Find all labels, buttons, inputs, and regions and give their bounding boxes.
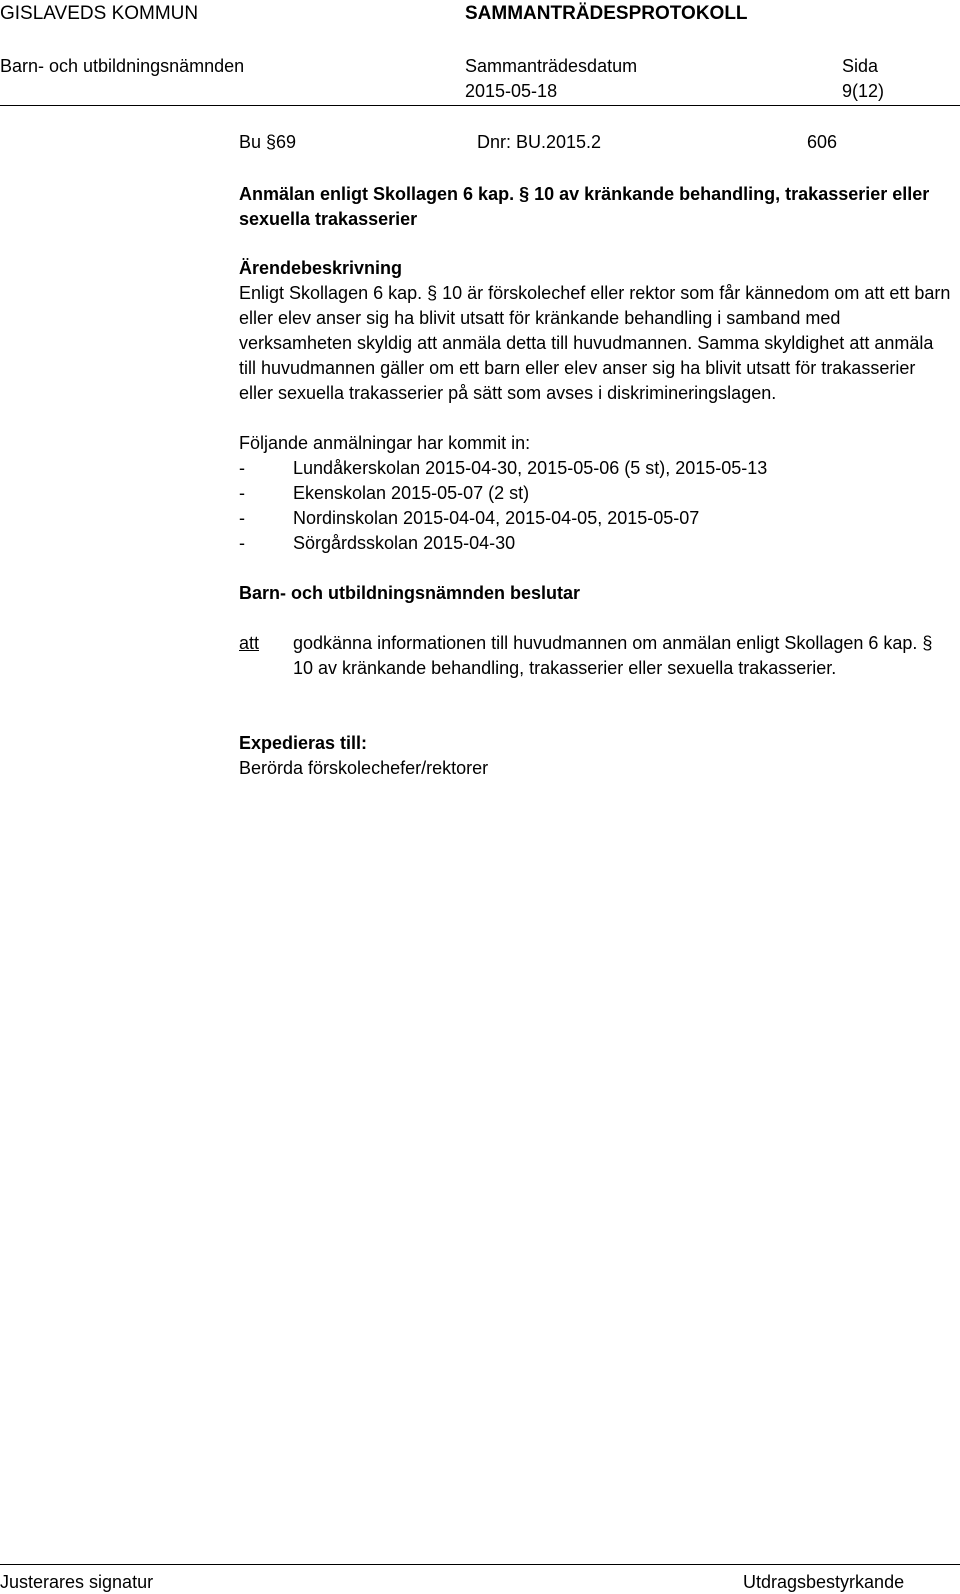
case-reference-row — [239, 130, 951, 158]
list-item: - Ekenskolan 2015-05-07 (2 st) — [239, 483, 530, 503]
adjuster-signature-label: Justerares signatur — [0, 1572, 154, 1592]
reports-intro: Följande anmälningar har kommit in: — [239, 433, 531, 453]
extract-certification-label: Utdragsbestyrkande — [743, 1572, 905, 1592]
page-label: Sida — [842, 56, 879, 76]
decision-heading: Barn- och utbildningsnämnden beslutar — [239, 583, 581, 603]
meeting-date-label: Sammanträdesdatum — [465, 56, 638, 76]
paragraph-number: Bu §69 — [239, 132, 297, 152]
committee-name: Barn- och utbildningsnämnden — [0, 56, 245, 76]
decision-body: godkänna informationen till huvudmannen om anmälan enligt Skollagen 6 kap. § 10 av kränkande behandling, trakasserier eller sexuella trakasserier. — [293, 633, 933, 678]
reports-list — [239, 456, 951, 556]
registration-number: Dnr: BU.2015.2 — [477, 132, 602, 152]
meeting-date-value: 2015-05-18 — [465, 81, 558, 101]
page-number: 9(12) — [842, 81, 885, 101]
footer-divider — [0, 1564, 960, 1565]
header-divider — [0, 105, 960, 106]
classification-code: 606 — [807, 132, 838, 152]
distribution-heading: Expedieras till: — [239, 733, 368, 753]
municipality-name: GISLAVEDS KOMMUN — [0, 3, 199, 24]
list-item: - Sörgårdsskolan 2015-04-30 — [239, 533, 516, 553]
description-paragraph: Enligt Skollagen 6 kap. § 10 är förskolechef eller rektor som får kännedom om att ett barn eller elev anser sig ha blivit utsatt för kränkande behandling i samband med verksamheten skyldig att anmäla detta till huvudmannen. Samma skyldighet att anmäla till huvudmannen gäller om ett barn eller elev anser sig ha blivit utsatt för trakasserier eller sexuella trakasserier på sätt som avses i diskrimineringslagen. — [239, 283, 951, 403]
decision-att: att — [239, 633, 260, 653]
protocol-body — [239, 130, 951, 781]
distribution-recipients: Berörda förskolechefer/rektorer — [239, 758, 489, 778]
decision-text — [239, 631, 951, 681]
description-heading: Ärendebeskrivning — [239, 258, 403, 278]
list-item: - Nordinskolan 2015-04-04, 2015-04-05, 2015-05-07 — [239, 508, 700, 528]
list-item: - Lundåkerskolan 2015-04-30, 2015-05-06 (5 st), 2015-05-13 — [239, 458, 768, 478]
case-title: Anmälan enligt Skollagen 6 kap. § 10 av kränkande behandling, trakasserier eller sexuella trakasserier — [239, 184, 930, 229]
document-type: SAMMANTRÄDESPROTOKOLL — [465, 3, 748, 24]
